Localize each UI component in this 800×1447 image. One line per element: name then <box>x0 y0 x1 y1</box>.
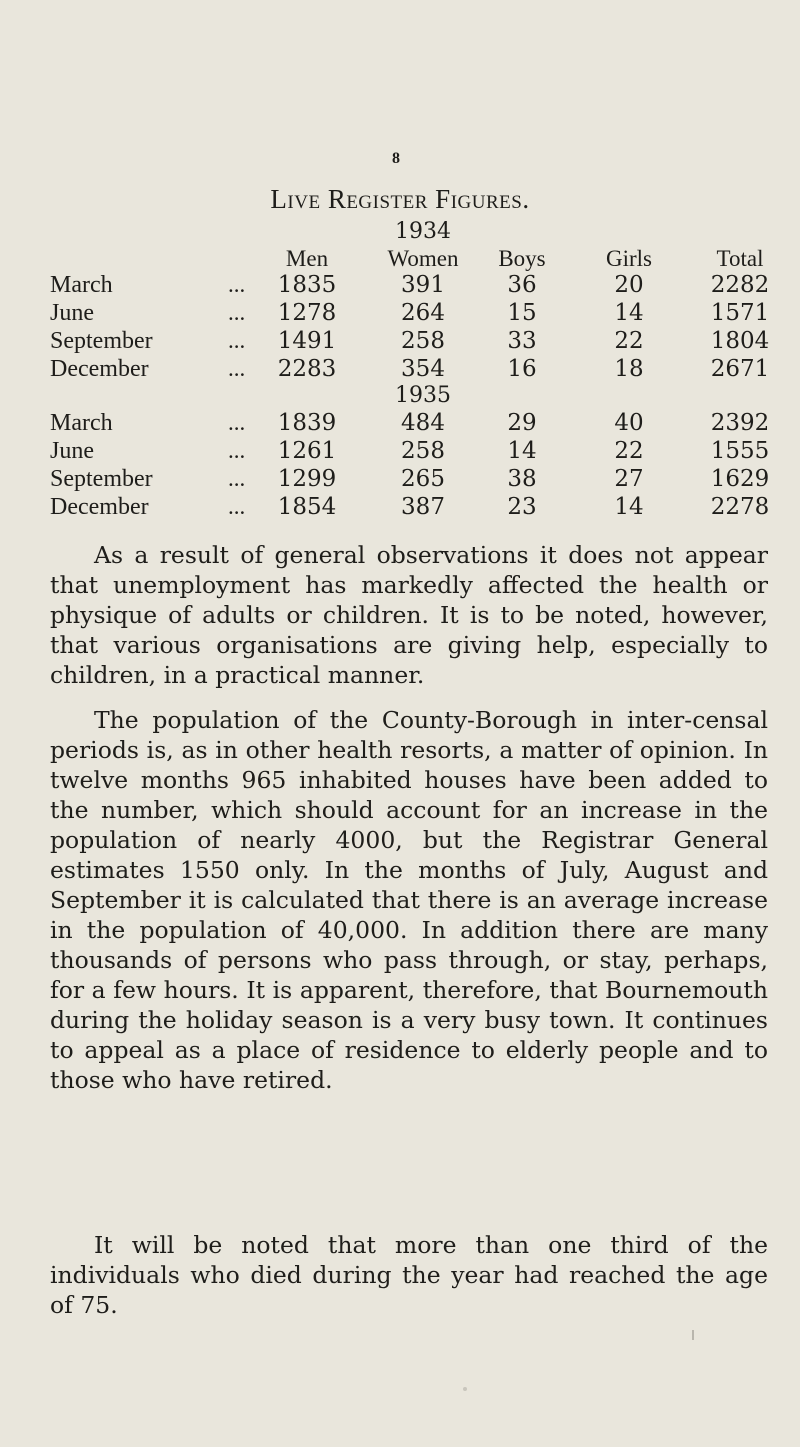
cell-total: 1804 <box>710 328 770 354</box>
row-month: December <box>50 494 149 520</box>
cell-girls: 22 <box>614 328 644 354</box>
row-leader-dots: ... <box>228 466 246 491</box>
cell-boys: 36 <box>507 272 537 298</box>
row-leader-dots: ... <box>228 410 246 435</box>
column-header-men: Men <box>285 246 329 271</box>
cell-total: 1571 <box>710 300 770 326</box>
column-header-women: Women <box>387 246 459 271</box>
cell-men: 2283 <box>277 356 337 382</box>
cell-girls: 20 <box>614 272 644 298</box>
print-speck <box>692 1330 694 1340</box>
cell-men: 1854 <box>277 494 337 520</box>
cell-women: 354 <box>401 356 445 382</box>
cell-boys: 16 <box>507 356 537 382</box>
cell-girls: 14 <box>614 494 644 520</box>
row-leader-dots: ... <box>228 272 246 297</box>
row-month: March <box>50 272 113 298</box>
cell-girls: 14 <box>614 300 644 326</box>
cell-men: 1839 <box>277 410 337 436</box>
row-leader-dots: ... <box>228 356 246 381</box>
cell-total: 1555 <box>710 438 770 464</box>
cell-total: 2392 <box>710 410 770 436</box>
live-register-table <box>0 0 800 540</box>
cell-boys: 15 <box>507 300 537 326</box>
cell-total: 1629 <box>710 466 770 492</box>
row-month: March <box>50 410 113 436</box>
print-dot <box>463 1387 467 1391</box>
cell-total: 2278 <box>710 494 770 520</box>
row-month: December <box>50 356 149 382</box>
cell-girls: 18 <box>614 356 644 382</box>
cell-boys: 33 <box>507 328 537 354</box>
cell-men: 1261 <box>277 438 337 464</box>
cell-boys: 14 <box>507 438 537 464</box>
cell-men: 1278 <box>277 300 337 326</box>
cell-girls: 22 <box>614 438 644 464</box>
page-number: 8 <box>392 150 400 167</box>
cell-women: 258 <box>401 328 445 354</box>
row-leader-dots: ... <box>228 300 246 325</box>
column-header-girls: Girls <box>606 246 652 271</box>
cell-women: 387 <box>401 494 445 520</box>
column-header-boys: Boys <box>498 246 546 271</box>
row-leader-dots: ... <box>228 328 246 353</box>
row-month: September <box>50 466 153 492</box>
year-label-1935: 1935 <box>395 383 451 408</box>
cell-women: 391 <box>401 272 445 298</box>
cell-men: 1491 <box>277 328 337 354</box>
cell-women: 484 <box>401 410 445 436</box>
cell-boys: 29 <box>507 410 537 436</box>
row-month: June <box>50 300 94 326</box>
cell-women: 264 <box>401 300 445 326</box>
cell-boys: 38 <box>507 466 537 492</box>
row-leader-dots: ... <box>228 438 246 463</box>
paragraph-observations: As a result of general observations it does not appear that unemployment has markedly affected the health or physique of adults or children. It is to be noted, however, that various organisations are giving help, especially to children, in a practical manner. <box>50 541 768 689</box>
column-header-total: Total <box>716 246 764 271</box>
cell-men: 1299 <box>277 466 337 492</box>
cell-total: 2671 <box>710 356 770 382</box>
table-title: Live Register Figures. <box>270 184 530 214</box>
row-month: September <box>50 328 153 354</box>
cell-girls: 40 <box>614 410 644 436</box>
paragraph-mortality-age: It will be noted that more than one third of the individuals who died during the year had reached the age of 75. <box>50 1231 768 1319</box>
cell-men: 1835 <box>277 272 337 298</box>
row-month: June <box>50 438 94 464</box>
paragraph-population: The population of the County-Borough in inter-censal periods is, as in other health resorts, a matter of opinion. In twelve months 965 inhabited houses have been added to the number, which should account for an increase in the population of nearly 4000, but the Registrar General estimates 1550 only. In the months of July, August and September it is calculated that there is an average increase in the population of 40,000. In addition there are many thousands of persons who pass through, or stay, perhaps, for a few hours. It is apparent, therefore, that Bournemouth during the holiday season is a very busy town. It continues to appeal as a place of residence to elderly people and to those who have retired. <box>50 706 768 1094</box>
row-leader-dots: ... <box>228 494 246 519</box>
cell-women: 258 <box>401 438 445 464</box>
cell-women: 265 <box>401 466 445 492</box>
year-label-1934: 1934 <box>395 219 451 244</box>
cell-total: 2282 <box>710 272 770 298</box>
cell-girls: 27 <box>614 466 644 492</box>
cell-boys: 23 <box>507 494 537 520</box>
